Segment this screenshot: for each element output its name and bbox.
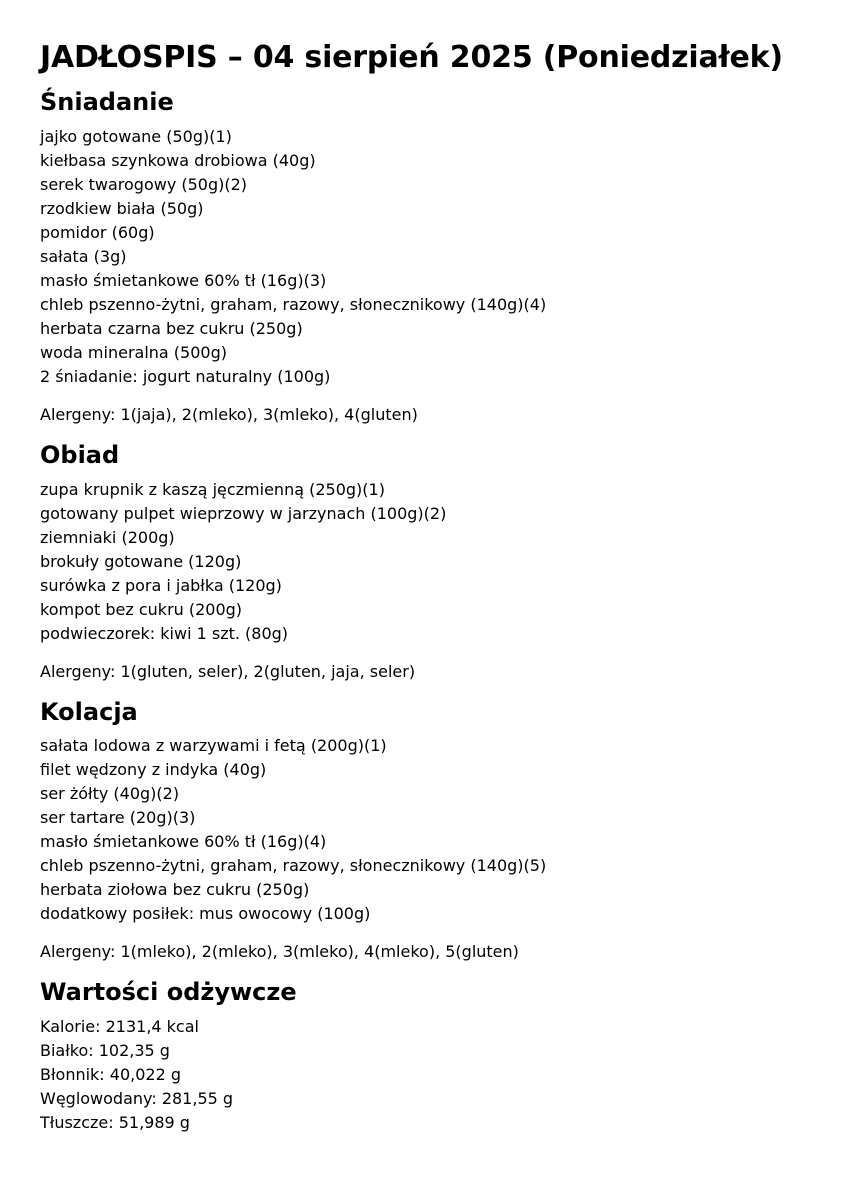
- nutrition-line-protein: Białko: 102,35 g: [40, 1041, 170, 1061]
- menu-item: serek twarogowy (50g)(2): [40, 174, 248, 194]
- menu-item: filet wędzony z indyka (40g): [40, 760, 267, 780]
- meal-items-kolacja: [40, 734, 808, 926]
- section-sniadanie: [40, 88, 808, 427]
- menu-item: zupa krupnik z kaszą jęczmienną (250g)(1): [40, 479, 385, 499]
- menu-item: ser żółty (40g)(2): [40, 784, 180, 804]
- meal-items-sniadanie: [40, 125, 808, 389]
- nutrition-line-fat: Tłuszcze: 51,989 g: [40, 1113, 190, 1133]
- menu-item: surówka z pora i jabłka (120g): [40, 575, 282, 595]
- menu-item: pomidor (60g): [40, 222, 155, 242]
- menu-item: chleb pszenno-żytni, graham, razowy, słonecznikowy (140g)(4): [40, 294, 547, 314]
- menu-item: masło śmietankowe 60% tł (16g)(3): [40, 270, 327, 290]
- menu-item: gotowany pulpet wieprzowy w jarzynach (100g)(2): [40, 503, 447, 523]
- allergens-line: Alergeny: 1(jaja), 2(mleko), 3(mleko), 4(gluten): [40, 404, 418, 424]
- menu-item: herbata czarna bez cukru (250g): [40, 318, 303, 338]
- menu-item: dodatkowy posiłek: mus owocowy (100g): [40, 904, 371, 924]
- section-heading-nutrition: Wartości odżywcze: [40, 978, 297, 1007]
- allergens-line: Alergeny: 1(mleko), 2(mleko), 3(mleko), 4(mleko), 5(gluten): [40, 942, 519, 962]
- section-kolacja: [40, 698, 808, 965]
- allergens-paragraph: [40, 403, 808, 427]
- menu-item: rzodkiew biała (50g): [40, 198, 204, 218]
- menu-item: jajko gotowane (50g)(1): [40, 126, 232, 146]
- allergens-line: Alergeny: 1(gluten, seler), 2(gluten, jaja, seler): [40, 661, 416, 681]
- nutrition-line-carbs: Węglowodany: 281,55 g: [40, 1089, 234, 1109]
- nutrition-line-calories: Kalorie: 2131,4 kcal: [40, 1017, 199, 1037]
- menu-item: sałata (3g): [40, 246, 127, 266]
- menu-item: herbata ziołowa bez cukru (250g): [40, 880, 310, 900]
- allergens-paragraph: [40, 940, 808, 964]
- menu-item: ser tartare (20g)(3): [40, 808, 196, 828]
- section-heading-sniadanie: Śniadanie: [40, 88, 174, 116]
- menu-item: masło śmietankowe 60% tł (16g)(4): [40, 832, 327, 852]
- page-title: JADŁOSPIS – 04 sierpień 2025 (Poniedziałek): [40, 40, 783, 75]
- meal-items-obiad: [40, 478, 808, 646]
- section-obiad: [40, 441, 808, 684]
- section-heading-obiad: Obiad: [40, 440, 120, 469]
- menu-item: brokuły gotowane (120g): [40, 551, 242, 571]
- menu-item: woda mineralna (500g): [40, 342, 227, 362]
- menu-item: sałata lodowa z warzywami i fetą (200g)(1): [40, 736, 387, 756]
- nutrition-line-fiber: Błonnik: 40,022 g: [40, 1065, 182, 1085]
- allergens-paragraph: [40, 660, 808, 684]
- section-nutrition: [40, 978, 808, 1135]
- menu-item: kiełbasa szynkowa drobiowa (40g): [40, 150, 316, 170]
- menu-item: chleb pszenno-żytni, graham, razowy, słonecznikowy (140g)(5): [40, 856, 547, 876]
- menu-item: ziemniaki (200g): [40, 527, 175, 547]
- menu-item: podwieczorek: kiwi 1 szt. (80g): [40, 623, 289, 643]
- menu-item: kompot bez cukru (200g): [40, 599, 243, 619]
- menu-item: 2 śniadanie: jogurt naturalny (100g): [40, 366, 331, 386]
- nutrition-values: [40, 1015, 808, 1135]
- section-heading-kolacja: Kolacja: [40, 697, 138, 726]
